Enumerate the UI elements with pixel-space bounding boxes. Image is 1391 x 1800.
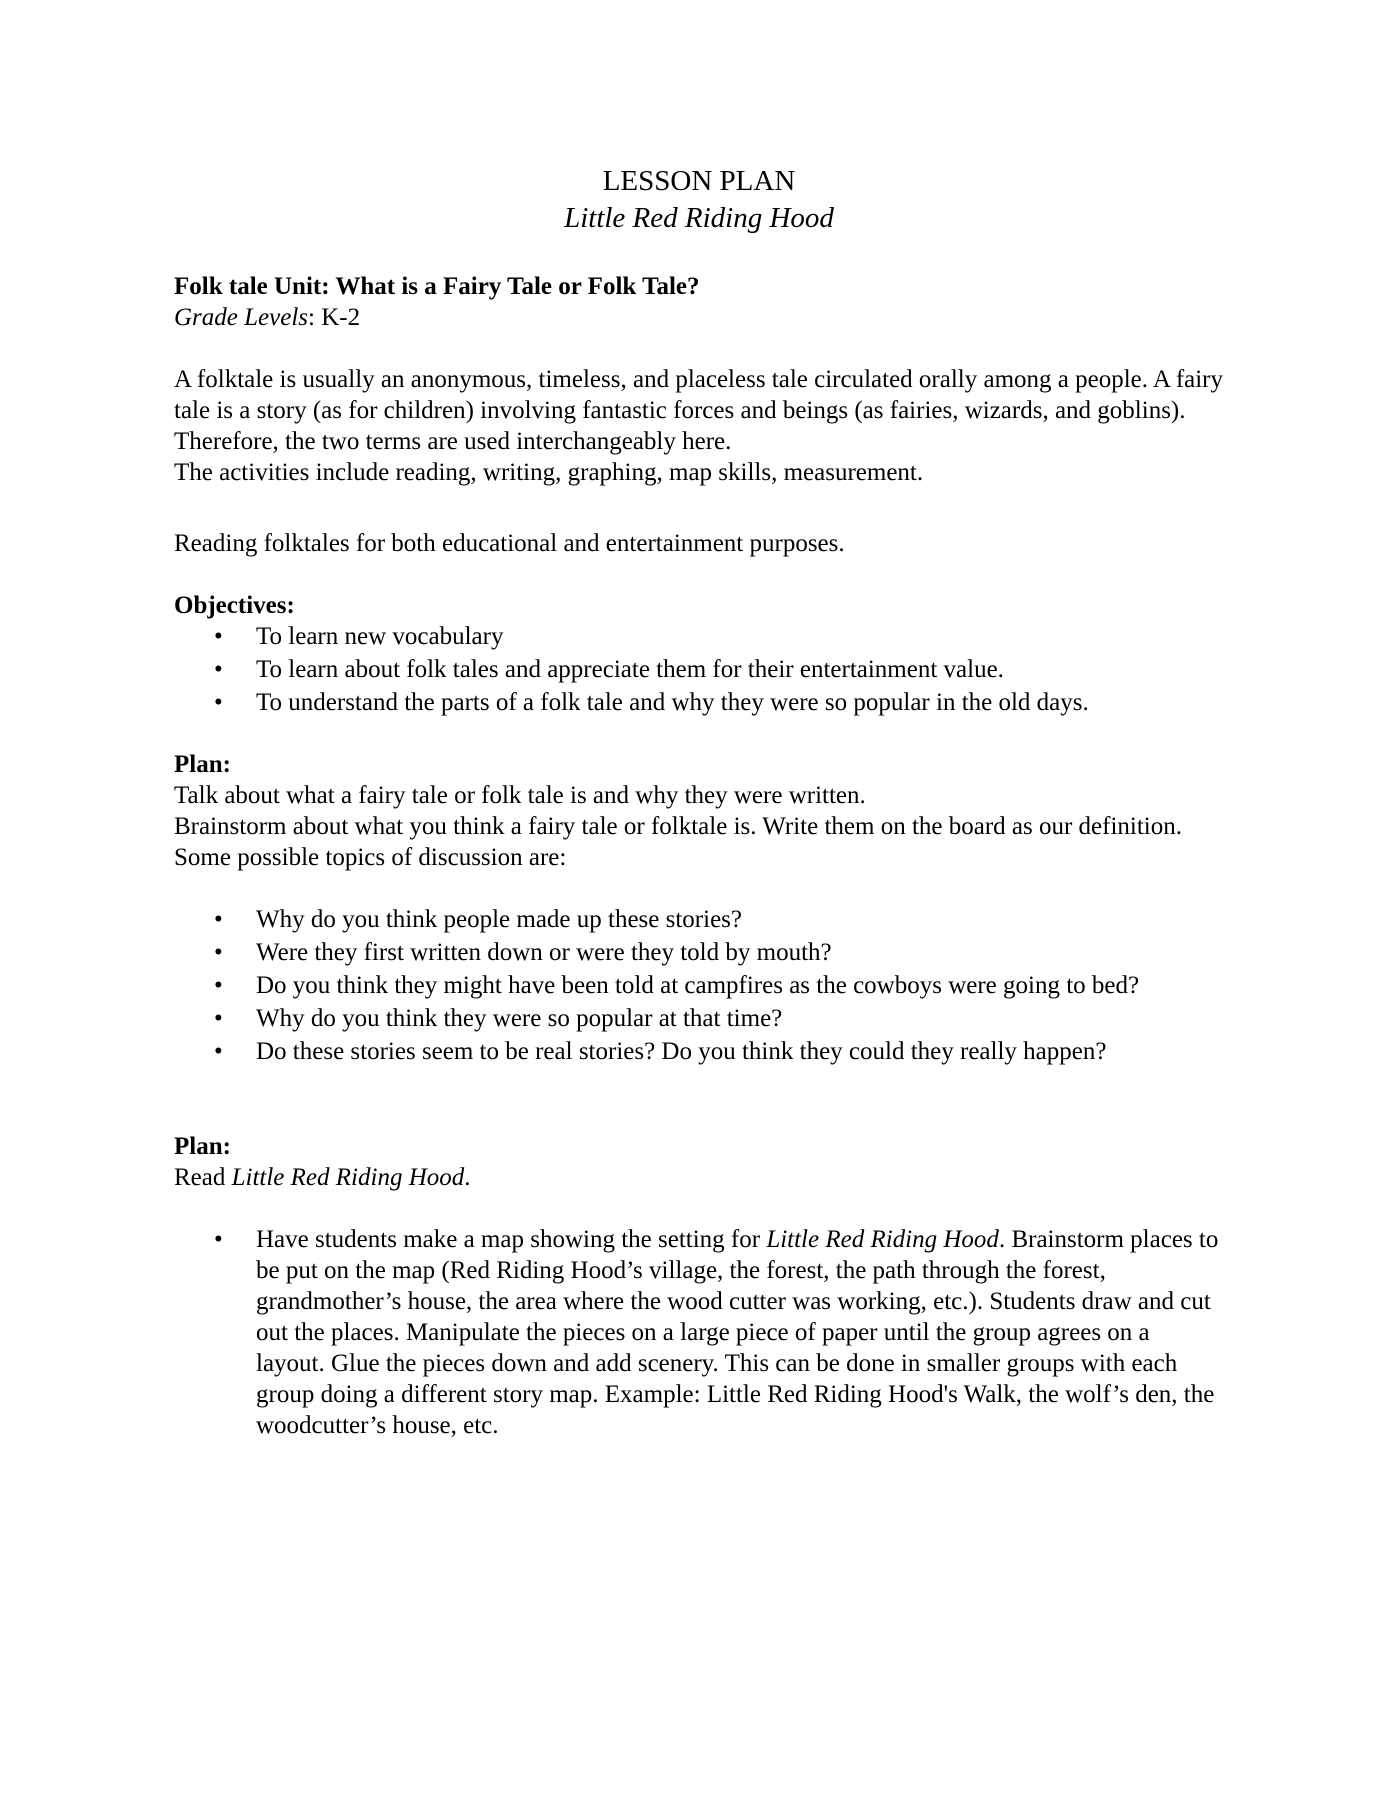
bullet-icon: •	[214, 972, 223, 999]
list-item: • Why do you think people made up these stories?	[214, 906, 742, 933]
document-page	[174, 163, 1224, 1443]
purpose-line: Reading folktales for both educational and entertainment purposes.	[174, 530, 845, 557]
bullet-icon: •	[214, 1226, 223, 1253]
bullet-icon: •	[214, 689, 223, 716]
plan-heading-2: Plan:	[174, 1133, 231, 1160]
bullet-icon: •	[214, 623, 223, 650]
bullet-icon: •	[214, 1038, 223, 1065]
list-item: • Do you think they might have been told at campfires as the cowboys were going to bed?	[214, 972, 1140, 999]
book-title: Little Red Riding Hood	[231, 1164, 465, 1191]
list-item: • To learn new vocabulary	[214, 623, 504, 650]
read-line: Read Little Red Riding Hood.	[174, 1164, 471, 1191]
objectives-list	[174, 621, 1224, 718]
list-item: • To learn about folk tales and appreciate them for their entertainment value.	[214, 656, 1004, 683]
brainstorm-paragraph: Brainstorm about what you think a fairy tale or folktale is. Write them on the board as our definition. Some possible topics of discussion are:	[174, 813, 1183, 871]
list-item: • Why do you think they were so popular at that time?	[214, 1005, 783, 1032]
grade-label: Grade Levels	[174, 304, 308, 331]
bullet-icon: •	[214, 906, 223, 933]
bullet-icon: •	[214, 939, 223, 966]
plan-heading: Plan:	[174, 751, 231, 778]
plan-line: Talk about what a fairy tale or folk tale is and why they were written.	[174, 782, 866, 809]
activities-line: The activities include reading, writing, graphing, map skills, measurement.	[174, 459, 924, 486]
list-item: • Do these stories seem to be real stories? Do you think they could they really happen?	[214, 1038, 1107, 1065]
page-subtitle: Little Red Riding Hood	[564, 202, 834, 234]
book-title: Little Red Riding Hood	[766, 1226, 999, 1253]
grade-value: : K-2	[308, 304, 361, 331]
list-item: • Were they first written down or were they told by mouth?	[214, 939, 832, 966]
bullet-icon: •	[214, 656, 223, 683]
title-block	[174, 163, 1224, 237]
bullet-icon: •	[214, 1005, 223, 1032]
intro-paragraph: A folktale is usually an anonymous, timeless, and placeless tale circulated orally among a people. A fairy tale is a story (as for children) involving fantastic forces and beings (as fairies, wizards, and goblins). Therefore, the two terms are used interchangeably here.	[174, 366, 1224, 455]
objectives-heading: Objectives:	[174, 592, 295, 619]
unit-heading: Folk tale Unit: What is a Fairy Tale or Folk Tale?	[174, 273, 700, 300]
page-title: LESSON PLAN	[602, 165, 796, 197]
list-item: • To understand the parts of a folk tale and why they were so popular in the old days.	[214, 689, 1089, 716]
discussion-list	[174, 904, 1224, 1067]
list-item: • Have students make a map showing the setting for Little Red Riding Hood. Brainstorm places to be put on the map (Red Riding Hood’s village, the forest, the path through the forest, grandmother’s house, the area where the wood cutter was working, etc.). Students draw and cut out the places. Manipulate the pieces on a large piece of paper until the group agrees on a layout. Glue the pieces down and add scenery. This can be done in smaller groups with each group doing a different story map. Example: Little Red Riding Hood's Walk, the wolf’s den, the woodcutter’s house, etc.	[214, 1226, 1219, 1439]
grade-levels	[174, 302, 1224, 333]
activity-list	[174, 1224, 1224, 1441]
